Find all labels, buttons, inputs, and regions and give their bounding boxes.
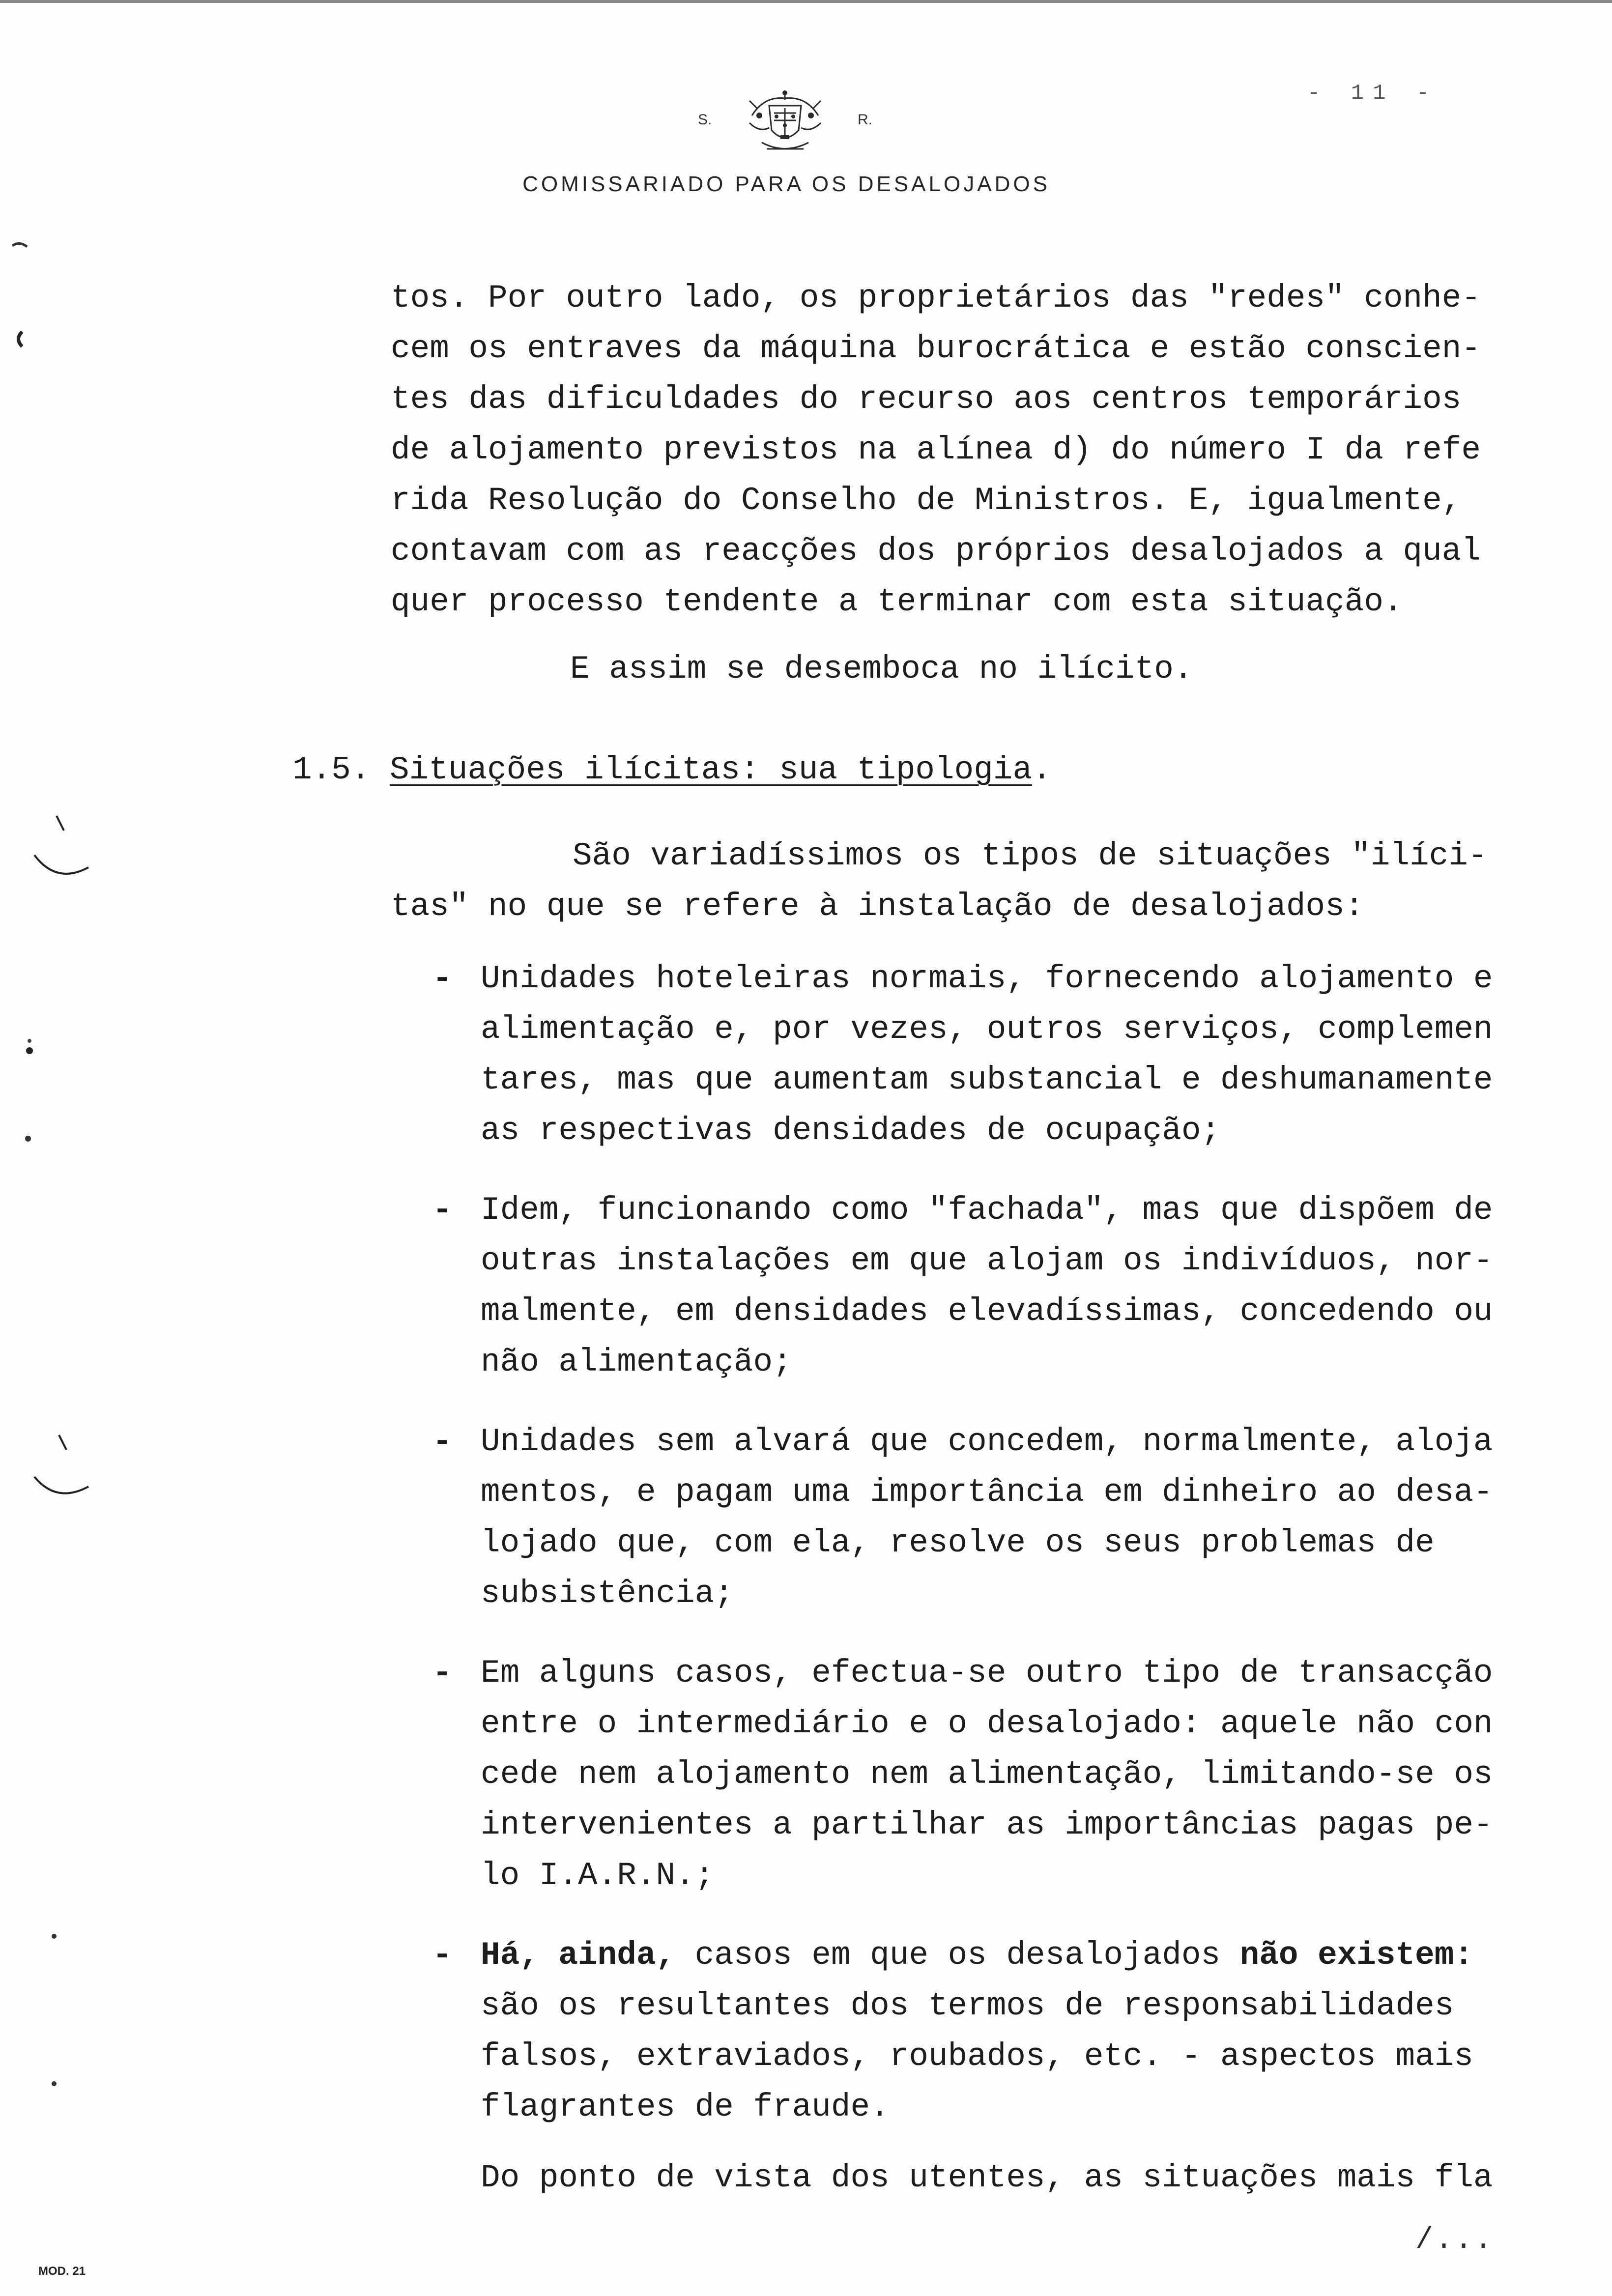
scan-mark-icon: [22, 1037, 37, 1057]
crest-left-letter: S.: [698, 112, 712, 128]
scan-mark-icon: [49, 1931, 59, 1941]
text-line: outras instalações em que alojam os indivíduos, nor-: [481, 1242, 1493, 1279]
list-item: [432, 1930, 1493, 2132]
text-line: lo I.A.R.N.;: [481, 1857, 715, 1894]
text-line: contavam com as reacções dos próprios desalojados a qual: [391, 533, 1481, 570]
typology-list: [432, 953, 1493, 2161]
lead-rest: casos em que os desalojados: [675, 1937, 1240, 1974]
text-line: São variadíssimos os tipos de situações "ilíci-: [573, 837, 1488, 874]
text-line: falsos, extraviados, roubados, etc. - aspectos mais: [481, 2038, 1473, 2075]
text-line: malmente, em densidades elevadíssimas, concedendo ou: [481, 1293, 1493, 1330]
bold-tail: não existem:: [1239, 1937, 1473, 1974]
list-item: [432, 1416, 1493, 1619]
section-number: 1.5.: [292, 751, 371, 788]
text-line: tos. Por outro lado, os proprietários das "redes" conhe-: [391, 280, 1481, 316]
form-code: MOD. 21: [38, 2265, 86, 2278]
text-line: lojado que, com ela, resolve os seus problemas de: [481, 1524, 1435, 1561]
text-line: quer processo tendente a terminar com esta situação.: [391, 583, 1403, 620]
binder-hole-arc-icon: [27, 811, 96, 894]
conclusion-line: E assim se desemboca no ilícito.: [570, 651, 1193, 688]
scan-mark-icon: [22, 1133, 34, 1145]
bullet-dash: -: [432, 1937, 452, 1974]
text-line: as respectivas densidades de ocupação;: [481, 1112, 1221, 1149]
text-line: cem os entraves da máquina burocrática e estão conscien-: [391, 330, 1481, 367]
text-line: tas" no que se refere à instalação de desalojados:: [391, 888, 1364, 925]
text-line: alimentação e, por vezes, outros serviços, complemen: [481, 1011, 1493, 1048]
list-item: [432, 1648, 1493, 1901]
text-line: subsistência;: [481, 1575, 734, 1612]
text-line: de alojamento previstos na alínea d) do número I da refe: [391, 431, 1481, 468]
text-line: flagrantes de fraude.: [481, 2089, 890, 2125]
text-line: mentos, e pagam uma importância em dinheiro ao desa-: [481, 1474, 1493, 1511]
section-title: Situações ilícitas: sua tipologia: [390, 751, 1033, 788]
binder-hole-arc-icon: [27, 1430, 96, 1514]
scan-mark-icon: [12, 329, 27, 349]
closing-line: Do ponto de vista dos utentes, as situações mais fla: [481, 2159, 1493, 2196]
page-number: - 11 -: [1307, 81, 1439, 106]
text-line: Idem, funcionando como "fachada", mas que dispõem de: [481, 1192, 1493, 1229]
list-item: [432, 953, 1493, 1156]
agency-name: COMISSARIADO PARA OS DESALOJADOS: [522, 172, 1050, 196]
text-line: [481, 1930, 1493, 1980]
text-line: Em alguns casos, efectua-se outro tipo de transacção: [481, 1655, 1493, 1692]
bullet-dash: -: [432, 1655, 452, 1692]
bullet-dash: -: [432, 1192, 452, 1229]
coat-of-arms-icon: [742, 86, 828, 160]
opening-paragraph: [391, 273, 1481, 627]
bullet-dash: -: [432, 960, 452, 997]
continuation-mark: /...: [1415, 2224, 1495, 2257]
scan-mark-icon: [10, 236, 29, 256]
text-line: tares, mas que aumentam substancial e deshumanamente: [481, 1062, 1493, 1098]
text-line: rida Resolução do Conselho de Ministros. E, igualmente,: [391, 482, 1462, 519]
list-item: [432, 1185, 1493, 1387]
text-line: Unidades hoteleiras normais, fornecendo alojamento e: [481, 960, 1493, 997]
scan-mark-icon: [49, 2079, 59, 2089]
text-line: entre o intermediário e o desalojado: aquele não con: [481, 1705, 1493, 1742]
section-intro: [391, 831, 1488, 932]
text-line: são os resultantes dos termos de responsabilidades: [481, 1987, 1454, 2024]
crest-right-letter: R.: [858, 112, 872, 128]
section-heading: [292, 745, 1052, 795]
text-line: intervenientes a partilhar as importâncias pagas pe-: [481, 1807, 1493, 1843]
section-title-period: .: [1032, 751, 1052, 788]
text-line: cede nem alojamento nem alimentação, limitando-se os: [481, 1756, 1493, 1793]
text-line: não alimentação;: [481, 1344, 792, 1380]
text-line: Unidades sem alvará que concedem, normalmente, aloja: [481, 1423, 1493, 1460]
bold-lead: Há, ainda,: [481, 1937, 676, 1974]
text-line: tes das dificuldades do recurso aos centros temporários: [391, 381, 1462, 418]
bullet-dash: -: [432, 1423, 452, 1460]
page-top-rule: [0, 0, 1612, 3]
